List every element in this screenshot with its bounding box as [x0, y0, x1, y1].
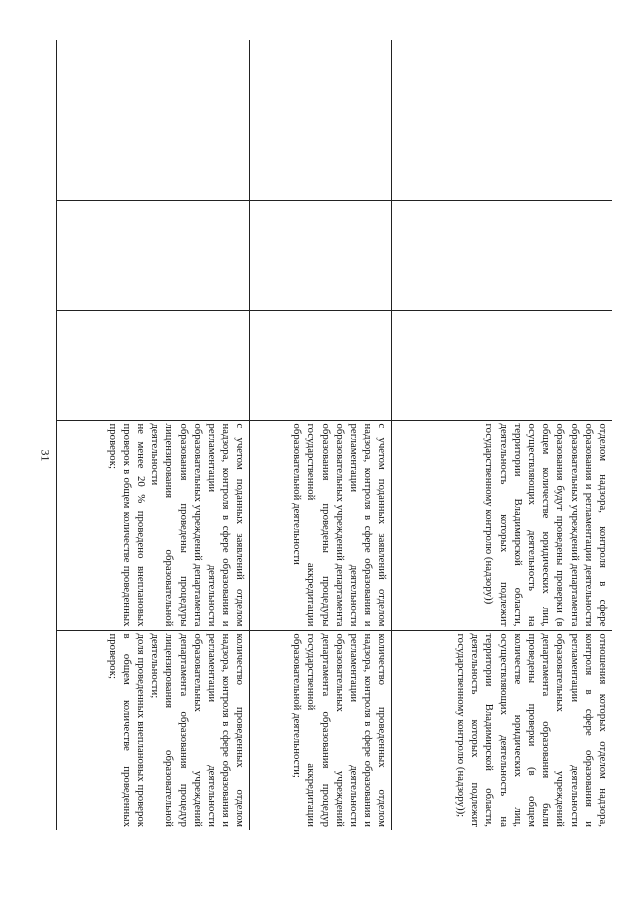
empty-cell — [250, 200, 392, 310]
target-cell — [392, 420, 612, 630]
empty-cell — [57, 40, 250, 200]
indicator-text: отношения которых отделом надзора, контроля в сфере образования и регламентации деятельности образовательных учреждений департамента образования были проведены проверки (в общем количестве юридических лиц, осуществляющих деятельность на территории Владимирской области, деятельность которых подлежит государственному контролю (надзору)); — [454, 633, 609, 827]
target-cell — [250, 420, 392, 630]
indicator-text: количество проведенных отделом надзора, контроля в сфере образования и регламентации деятельности образовательных учреждений департамента образования процедур государственной аккредитации образовательной деятельности; — [291, 633, 389, 827]
table-row — [392, 40, 612, 830]
empty-cell — [57, 200, 250, 310]
target-text: отделом надзора, контроля в сфере образования и регламентации деятельности образовательных учреждений департамента образования будут проведены проверки (в общем количестве юридических лиц, осуществляющих деятельность на территории Владимирской области, деятельность которых подлежит государственному контролю (надзору)) — [483, 423, 609, 627]
indicator-cell — [250, 630, 392, 830]
empty-cell — [250, 40, 392, 200]
empty-cell — [57, 310, 250, 420]
empty-cell — [392, 40, 612, 200]
indicator-cell — [392, 630, 612, 830]
empty-cell — [392, 200, 612, 310]
table-row — [250, 40, 392, 830]
indicator-cell — [57, 630, 250, 830]
empty-cell — [392, 310, 612, 420]
empty-cell — [250, 310, 392, 420]
indicators-table — [57, 40, 613, 830]
rotated-table-frame — [57, 40, 612, 830]
target-text: с учетом поданных заявлений отделом надзора, контроля в сфере образования и регламентации деятельности образовательных учреждений департамента образования проведены процедуры лицензирования образовательной деятельности не менее 20 % проведено внеплановых проверок в общем количестве проведенных проверок; — [106, 423, 247, 627]
page-number: 31 — [38, 449, 53, 462]
indicator-text: количество проведенных отделом надзора, контроля в сфере образования и регламентации деятельности образовательных учреждений департамента образования процедур лицензирования образовательной деятельности; доля проведенных внеплановых проверок в общем количестве проведенных проверок; — [106, 633, 247, 827]
table-row — [57, 40, 250, 830]
target-text: с учетом поданных заявлений отделом надзора, контроля в сфере образования и регламентации деятельности образовательных учреждений департамента образования проведены процедуры государственной аккредитации образовательной деятельности — [291, 423, 389, 627]
target-cell — [57, 420, 250, 630]
